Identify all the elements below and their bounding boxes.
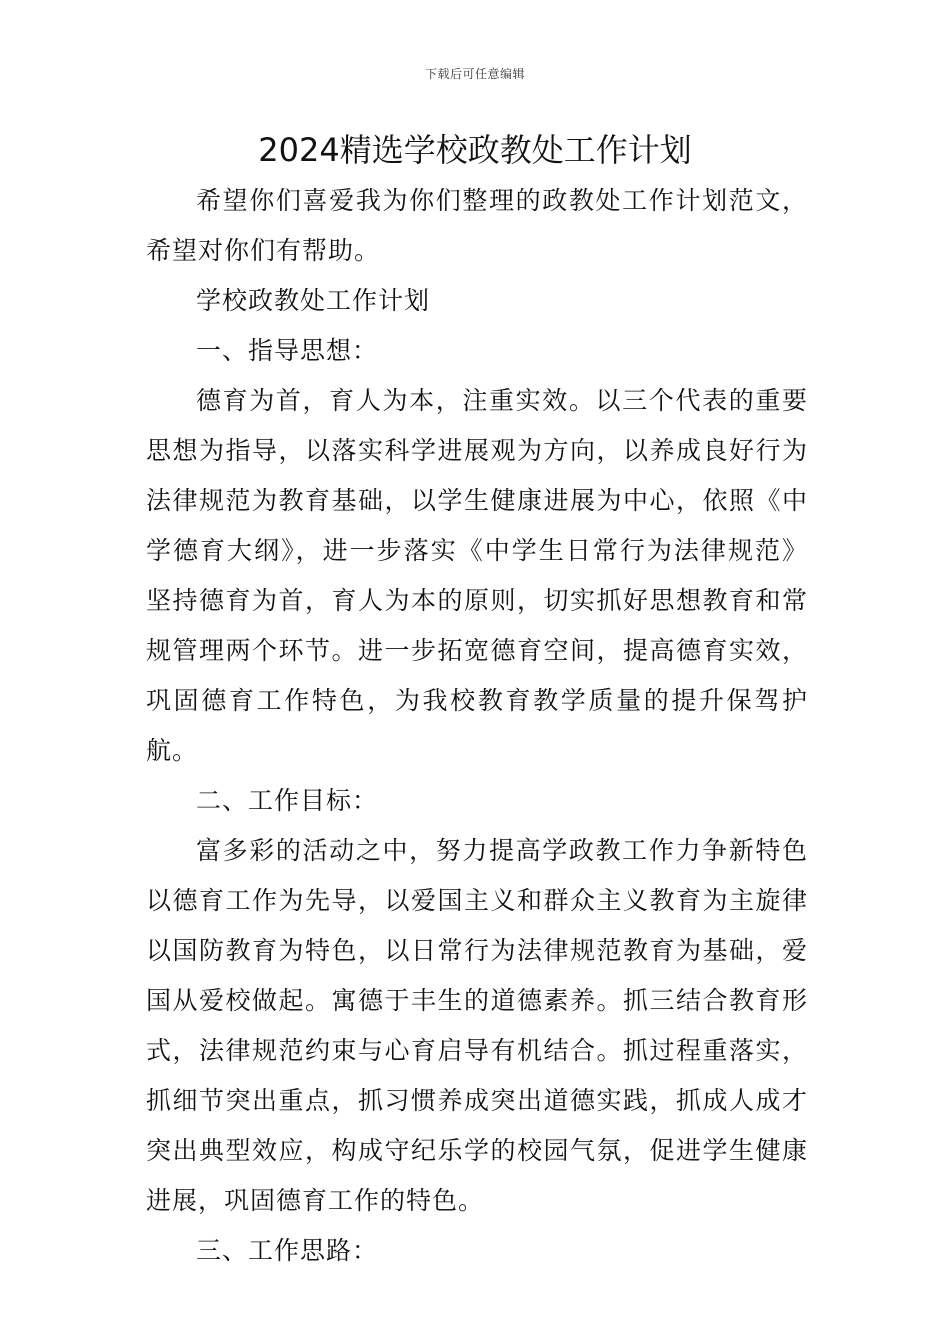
section-heading-work-approach: 三、工作思路： [196,1236,379,1265]
header-note: 下载后可任意编辑 [424,67,525,81]
section-heading-guiding-thought: 一、指导思想： [196,336,379,365]
document-body [146,176,808,1276]
intro-paragraph: 希望你们喜爱我为你们整理的政教处工作计划范文，希望对你们有帮助。 [146,186,808,265]
guiding-thought-paragraph: 德育为首，育人为本，注重实效。以三个代表的重要思想为指导，以落实科学进展观为方向，以养成良好行为法律规范为教育基础，以学生健康进展为中心，依照《中学德育大纲》，进一步落实《中学生日常行为法律规范》坚持德育为首，育人为本的原则，切实抓好思想教育和常规管理两个环节。进一步拓宽德育空间，提高德育实效，巩固德育工作特色，为我校教育教学质量的提升保驾护航。 [146,386,808,765]
section-heading-work-goals: 二、工作目标： [196,786,379,815]
document-title: 2024精选学校政教处工作计划 [258,131,692,169]
work-goals-paragraph: 富多彩的活动之中，努力提高学政教工作力争新特色以德育工作为先导，以爱国主义和群众主义教育为主旋律以国防教育为特色，以日常行为法律规范教育为基础，爱国从爱校做起。寓德于丰生的道德素养。抓三结合教育形式，法律规范约束与心育启导有机结合。抓过程重落实，抓细节突出重点，抓习惯养成突出道德实践，抓成人成才突出典型效应，构成守纪乐学的校园气氛，促进学生健康进展，巩固德育工作的特色。 [146,836,808,1215]
section-heading-plan: 学校政教处工作计划 [196,286,431,315]
